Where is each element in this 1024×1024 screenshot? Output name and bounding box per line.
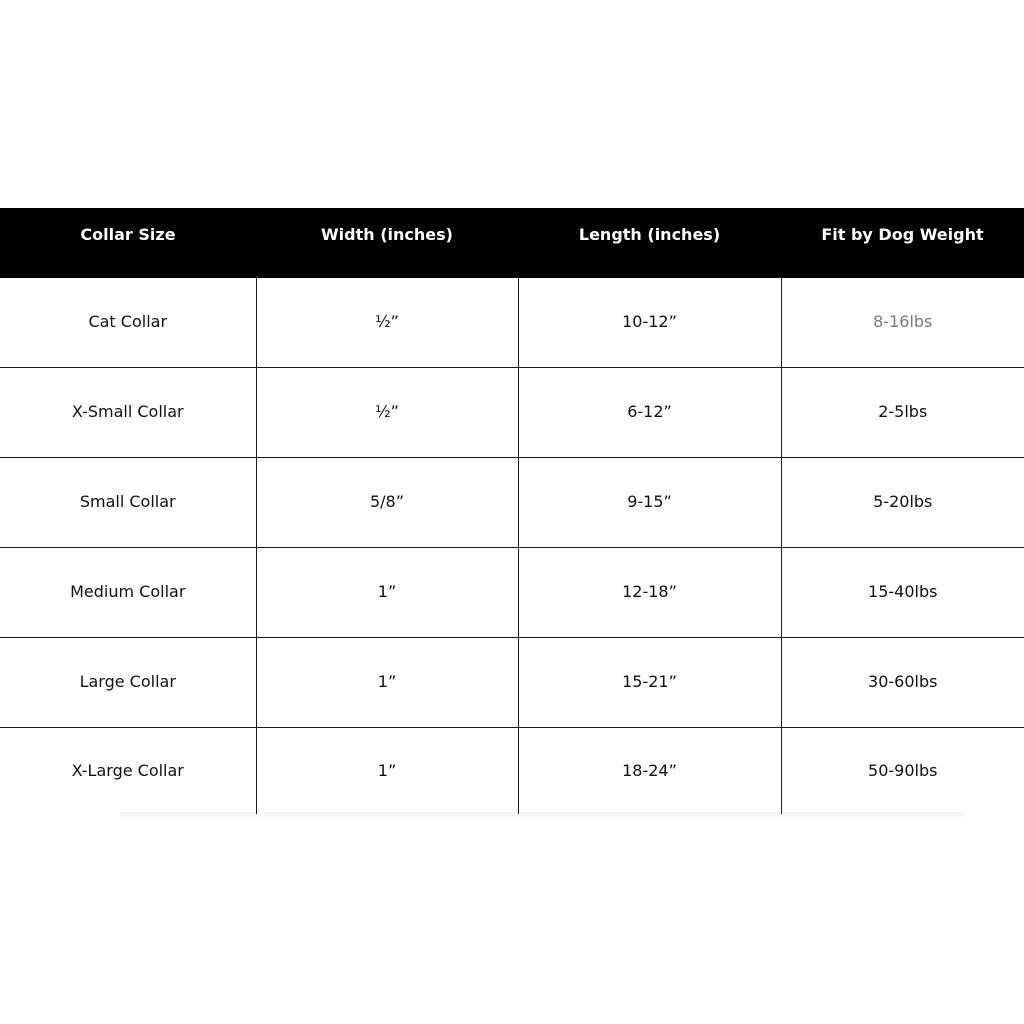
- header-collar-size: Collar Size: [0, 208, 256, 278]
- cell-length: 6-12”: [518, 368, 781, 458]
- table-bottom-shadow: [120, 812, 964, 820]
- cell-length: 15-21”: [518, 638, 781, 728]
- cell-width: 1”: [256, 548, 518, 638]
- table-header-row: [0, 208, 1024, 278]
- table-row: [0, 458, 1024, 548]
- cell-weight: 2-5lbs: [781, 368, 1024, 458]
- cell-width: 5/8”: [256, 458, 518, 548]
- cell-width: ½”: [256, 368, 518, 458]
- cell-length: 10-12”: [518, 278, 781, 368]
- table-row: [0, 638, 1024, 728]
- cell-length: 12-18”: [518, 548, 781, 638]
- cell-collar-size: Medium Collar: [0, 548, 256, 638]
- cell-collar-size: X-Small Collar: [0, 368, 256, 458]
- header-width: Width (inches): [256, 208, 518, 278]
- cell-weight: 8-16lbs: [781, 278, 1024, 368]
- cell-length: 9-15”: [518, 458, 781, 548]
- cell-weight: 50-90lbs: [868, 760, 938, 780]
- cell-collar-size: Large Collar: [0, 638, 256, 728]
- header-length: Length (inches): [518, 208, 781, 278]
- table-row: [0, 368, 1024, 458]
- cell-length: 18-24”: [518, 728, 781, 815]
- table-row: [0, 548, 1024, 638]
- cell-weight: 5-20lbs: [781, 458, 1024, 548]
- collar-size-table: [0, 208, 1024, 814]
- cell-width: ½”: [256, 278, 518, 368]
- cell-collar-size: X-Large Collar: [0, 728, 256, 815]
- cell-width: 1”: [256, 728, 518, 815]
- cell-width: 1”: [256, 638, 518, 728]
- header-fit-by-weight: Fit by Dog Weight: [781, 208, 1024, 278]
- cell-collar-size: Small Collar: [0, 458, 256, 548]
- cell-weight: 15-40lbs: [781, 548, 1024, 638]
- table-row: [0, 278, 1024, 368]
- cell-weight: 30-60lbs: [781, 638, 1024, 728]
- table-row: [0, 728, 1024, 815]
- cell-collar-size: Cat Collar: [0, 278, 256, 368]
